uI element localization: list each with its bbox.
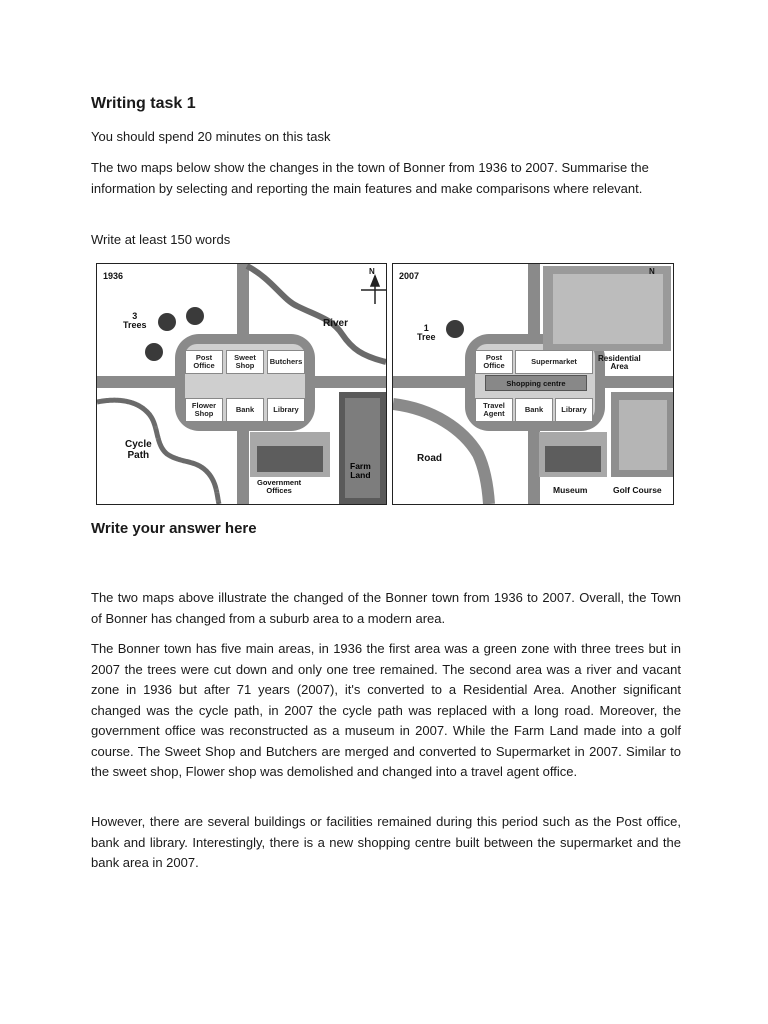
post-office-1936: Post Office — [185, 350, 223, 374]
north-label: N — [369, 267, 375, 276]
butchers: Butchers — [267, 350, 305, 374]
supermarket: Supermarket — [515, 350, 593, 374]
golf-course-label: Golf Course — [613, 485, 662, 495]
year-1936: 1936 — [103, 271, 124, 281]
tree-icon — [186, 307, 204, 325]
trees-label: 3 Trees — [123, 311, 147, 331]
library-1936: Library — [267, 398, 305, 422]
page-heading: Writing task 1 — [91, 95, 196, 112]
bank-2007: Bank — [515, 398, 553, 422]
time-instruction: You should spend 20 minutes on this task — [91, 129, 331, 144]
library-2007: Library — [555, 398, 593, 422]
travel-agent: Travel Agent — [475, 398, 513, 422]
government-offices-label: Government Offices — [257, 478, 302, 495]
map-1936 — [96, 263, 387, 505]
north-label: N — [649, 267, 655, 276]
flower-shop: Flower Shop — [185, 398, 223, 422]
river-label: River — [323, 318, 349, 329]
cycle-path-label: Cycle Path — [125, 439, 152, 461]
answer-paragraph-2: The Bonner town has five main areas, in 1936 the first area was a green zone with three trees but in 2007 the trees were cut down and only one tree remained. The second area was a river and vacant zone in 1936 but after 71 years (2007), it's converted to a Residential Area. Another significant changed was the cycle path, in 2007 the cycle path was replaced with a long road. Moreover, the government office was reconstructed as a museum in 2007. While the Farm Land made into a golf course. The Sweet Shop and Butchers are merged and converted to Supermarket in 2007. Similar to the sweet shop, Flower shop was demolished and changed into a travel agent office. — [91, 641, 681, 779]
compass-icon — [361, 276, 386, 304]
shopping-centre: Shopping centre — [485, 375, 587, 391]
farm-land-label: Farm Land — [350, 461, 371, 480]
maps-figure — [96, 263, 674, 503]
tree-label: 1 Tree — [417, 323, 436, 343]
residential-area-label: Residential Area — [598, 354, 641, 372]
year-2007: 2007 — [399, 271, 420, 281]
answer-paragraph-1: The two maps above illustrate the changed of the Bonner town from 1936 to 2007. Overall, the Town of Bonner has changed from a suburb area to a modern area. — [91, 590, 681, 626]
map-1936-drawing — [97, 264, 386, 504]
task-description: The two maps below show the changes in the town of Bonner from 1936 to 2007. Summarise the information by selecting and reporting the main features and make comparisons where relevant. — [91, 160, 649, 196]
bank-1936: Bank — [226, 398, 264, 422]
post-office-2007: Post Office — [475, 350, 513, 374]
tree-icon — [446, 320, 464, 338]
road-label: Road — [417, 453, 442, 464]
map-2007 — [392, 263, 674, 505]
sweet-shop: Sweet Shop — [226, 350, 264, 374]
answer-paragraph-3: However, there are several buildings or facilities remained during this period such as the Post office, bank and library. Interestingly, there is a new shopping centre built between the supermarket and the bank area in 2007. — [91, 814, 681, 870]
tree-icon — [158, 313, 176, 331]
answer-heading: Write your answer here — [91, 520, 257, 537]
word-requirement: Write at least 150 words — [91, 232, 231, 247]
museum-label: Museum — [553, 485, 588, 495]
tree-icon — [145, 343, 163, 361]
